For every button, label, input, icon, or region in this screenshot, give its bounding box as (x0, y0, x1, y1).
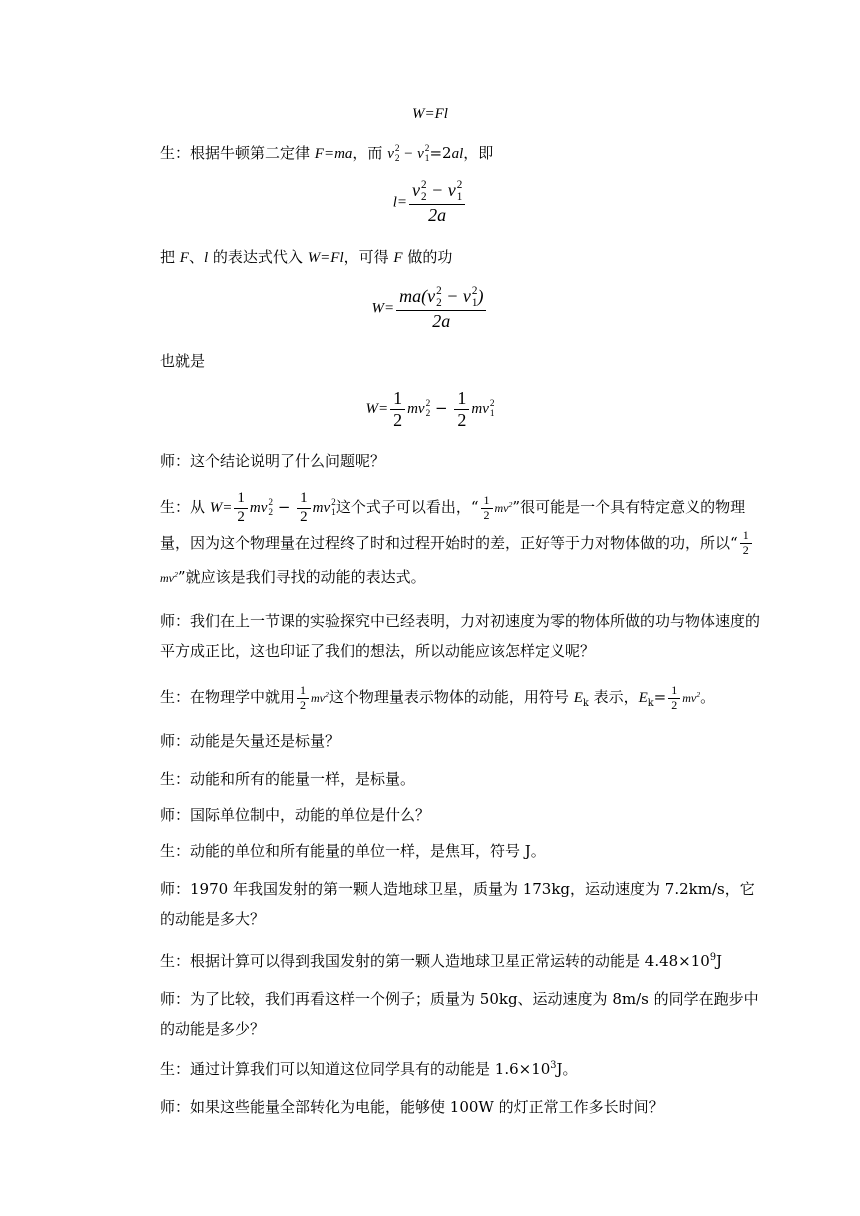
paragraph-lamp-question: 师：如果这些能量全部转化为电能，能够使 100W 的灯正常工作多长时间？ (160, 1098, 664, 1116)
paragraph-student-question: 师：为了比较，我们再看这样一个例子；质量为 50kg、运动速度为 8m/s 的同学在跑步中的动能是多少？ (160, 990, 759, 1038)
paragraph-student-answer: 生：通过计算我们可以知道这位同学具有的动能是 $1.6\times 10^3J$。 (160, 1060, 578, 1078)
equation-work-text: W=Fl (412, 106, 448, 122)
equation-work-expanded: W= ma(v 2 2 − v 2 1 ) 2a (0, 286, 860, 331)
paragraph-unit-answer: 生：动能的单位和所有能量的单位一样，是焦耳，符号 J。 (160, 842, 546, 860)
paragraph-question-meaning: 师：这个结论说明了什么问题呢？ (160, 452, 386, 470)
equation-kinetic-difference: W= $\frac{1}{2}$ mv 2 2 − $\frac{1}{2}$ mv 2 1 (365, 388, 495, 430)
paragraph-definition: 生：在物理学中就用 $\frac{1}{2}$ $mv^2$这个物理量表示物体的动能，用符号 $E_k$ 表示，$E_k=$ $\frac{1}{2}$ $mv^2$。 (160, 682, 716, 712)
paragraph-scalar-answer: 生：动能和所有的能量一样，是标量。 (160, 770, 416, 788)
paragraph-kinetic-expression: 生：从 W= $\frac{1}{2}$ mv 2 2 − $\frac{1}{2}$ mv 2 1 这个式子可以看出，“ $\frac{1}{2}$ $mv^2$”很可能是一个具有特定意义的物理量，因为这个物理量在过程终了时和过程开始时的差，正好等于力对物体做的功，所以“ $\frac{1}{2}$ $mv^2$”就应该是我们寻找的动能的表达式。 (160, 490, 765, 595)
paragraph-satellite-answer: 生：根据计算可以得到我国发射的第一颗人造地球卫星正常运转的动能是 $4.48\times 10^9J$ (160, 952, 723, 970)
equation-displacement: l= v 2 2 − v 2 1 2a (0, 180, 860, 225)
fraction-displacement: v 2 2 − v 2 1 2a (409, 180, 465, 225)
paragraph-vector-scalar-question: 师：动能是矢量还是标量？ (160, 732, 341, 750)
paragraph-that-is: 也就是 (160, 352, 206, 370)
paragraph-newton: 生：根据牛顿第二定律 F=ma，而 v 2 2 − v 2 1 =2al，即 (160, 143, 494, 164)
paragraph-unit-question: 师：国际单位制中，动能的单位是什么？ (160, 806, 431, 824)
paragraph-substitute: 把 F、l 的表达式代入 W=Fl，可得 F 做的功 (160, 248, 453, 266)
paragraph-satellite-question: 师：1970 年我国发射的第一颗人造地球卫星，质量为 173kg，运动速度为 7.2km/s，它的动能是多大？ (160, 880, 755, 928)
equation-work (0, 104, 860, 123)
paragraph-definition-question: 师：我们在上一节课的实验探究中已经表明，力对初速度为零的物体所做的功与物体速度的平方成正比，这也印证了我们的想法，所以动能应该怎样定义呢？ (160, 612, 761, 660)
inline-velocity-diff: v 2 2 − v 2 1 (387, 143, 430, 164)
fraction-work: ma(v 2 2 − v 2 1 ) 2a (396, 286, 486, 331)
